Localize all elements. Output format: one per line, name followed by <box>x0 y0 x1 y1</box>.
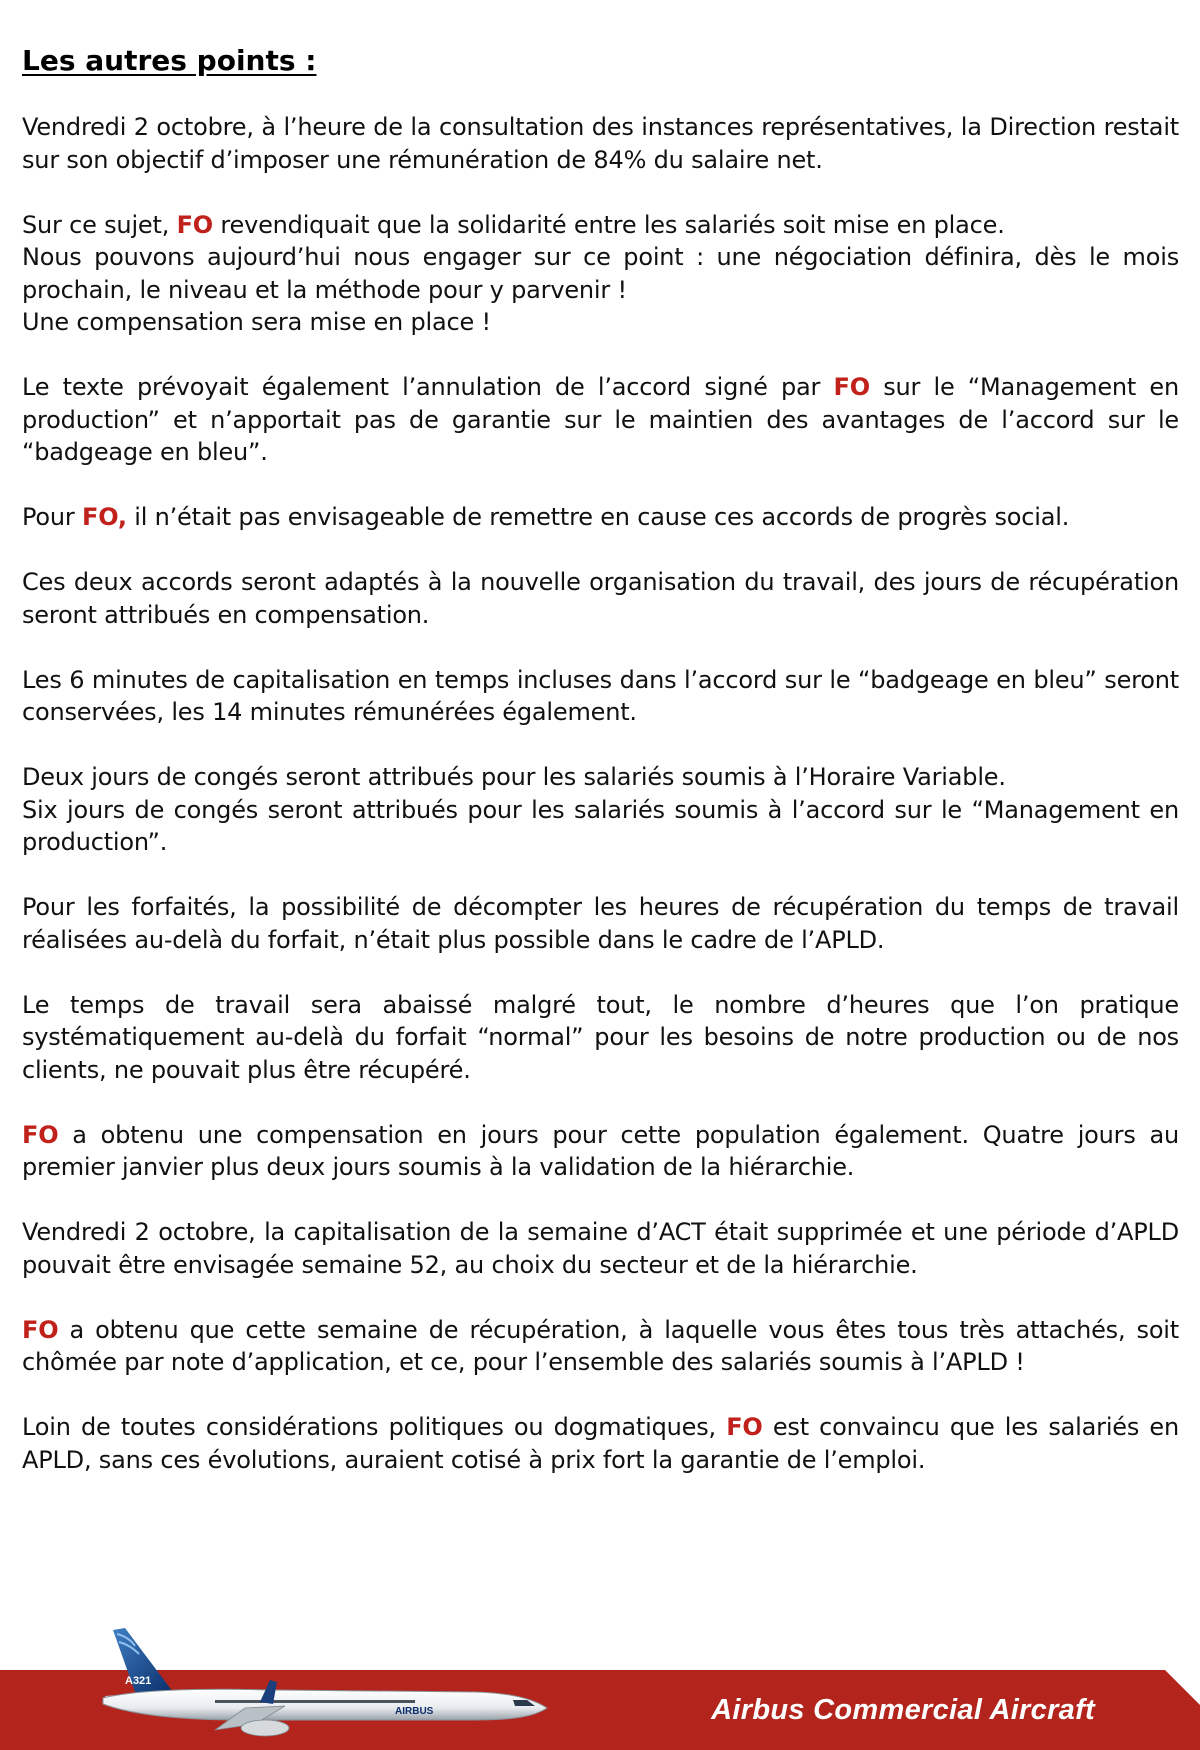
text-line <box>22 501 1179 534</box>
fo-union-mark: FO <box>176 210 213 239</box>
text-line <box>22 761 1179 794</box>
fo-union-mark: FO, <box>82 503 127 531</box>
text-line <box>22 306 1179 339</box>
fo-union-mark: FO <box>22 1120 59 1149</box>
fuselage-label: AIRBUS <box>395 1706 434 1717</box>
paragraph <box>22 1314 1179 1379</box>
text-segment: Le texte prévoyait également l’annulation de l’accord signé par <box>22 373 834 401</box>
section-heading: Les autres points : <box>22 44 317 77</box>
text-line <box>22 664 1179 729</box>
text-line <box>22 1119 1179 1184</box>
paragraph <box>22 989 1179 1087</box>
text-segment: Le temps de travail sera abaissé malgré tout, le nombre d’heures que l’on pratique systématiquement au-delà du forfait “normal” pour les besoins de notre production ou de nos clients, ne pouvait plus être récupéré. <box>22 990 1179 1084</box>
text-segment: Nous pouvons aujourd’hui nous engager sur ce point : une négociation définira, dès le mois prochain, le niveau et la méthode pour y parvenir ! <box>22 243 1179 304</box>
paragraph <box>22 1119 1179 1184</box>
text-line <box>22 209 1179 242</box>
text-segment: est convaincu que les salariés en APLD, sans ces évolutions, auraient cotisé à prix fort la garantie de l’emploi. <box>22 1413 1179 1474</box>
text-segment: Vendredi 2 octobre, la capitalisation de la semaine d’ACT était supprimée et une période d’APLD pouvait être envisagée semaine 52, au choix du secteur et de la hiérarchie. <box>22 1218 1179 1279</box>
footer-brand-text: Airbus Commercial Aircraft <box>711 1694 1095 1726</box>
text-segment: Les 6 minutes de capitalisation en temps incluses dans l’accord sur le “badgeage en bleu” seront conservées, les 14 minutes rémunérées également. <box>22 665 1179 726</box>
text-segment: Vendredi 2 octobre, à l’heure de la consultation des instances représentatives, la Direction restait sur son objectif d’imposer une rémunération de 84% du salaire net. <box>22 113 1179 174</box>
text-segment: Deux jours de congés seront attribués pour les salariés soumis à l’Horaire Variable. <box>22 763 1006 791</box>
fo-union-mark: FO <box>726 1413 763 1441</box>
paragraph <box>22 371 1179 469</box>
text-segment: Six jours de congés seront attribués pour les salariés soumis à l’accord sur le “Management en production”. <box>22 795 1179 856</box>
paragraph <box>22 1216 1179 1281</box>
airplane-icon <box>95 1620 555 1740</box>
text-segment: revendiquait que la solidarité entre les salariés soit mise en place. <box>212 210 1005 239</box>
text-line <box>22 794 1179 859</box>
paragraph <box>22 664 1179 729</box>
fo-union-mark: FO <box>22 1315 59 1344</box>
text-segment: a obtenu une compensation en jours pour cette population également. Quatre jours au premier janvier plus deux jours soumis à la validation de la hiérarchie. <box>22 1120 1179 1181</box>
text-line <box>22 1411 1179 1476</box>
text-line <box>22 371 1179 469</box>
text-segment: Loin de toutes considérations politiques ou dogmatiques, <box>22 1413 727 1441</box>
text-line <box>22 1216 1179 1281</box>
paragraph <box>22 761 1179 859</box>
paragraph <box>22 209 1179 339</box>
text-segment: Sur ce sujet, <box>22 210 177 239</box>
text-line <box>22 1314 1179 1379</box>
text-line <box>22 891 1179 956</box>
text-line <box>22 566 1179 631</box>
text-segment: sur le “Management en production” et n’apportait pas de garantie sur le maintien des avantages de l’accord sur le “badgeage en bleu”. <box>22 373 1180 466</box>
text-segment: Une compensation sera mise en place ! <box>22 308 491 336</box>
paragraph <box>22 566 1179 631</box>
text-segment: il n’était pas envisageable de remettre en cause ces accords de progrès social. <box>126 503 1070 531</box>
text-segment: Ces deux accords seront adaptés à la nouvelle organisation du travail, des jours de récupération seront attribués en compensation. <box>22 568 1179 629</box>
tail-label: A321 <box>125 1675 152 1687</box>
text-line <box>22 241 1179 306</box>
paragraph <box>22 111 1179 176</box>
paragraph <box>22 891 1179 956</box>
paragraph <box>22 501 1179 534</box>
text-line <box>22 111 1179 176</box>
text-line <box>22 989 1179 1087</box>
text-segment: Pour <box>22 503 83 531</box>
paragraph-list <box>22 111 1179 1476</box>
fo-union-mark: FO <box>833 373 870 401</box>
paragraph <box>22 1411 1179 1476</box>
document-body <box>22 44 1179 1509</box>
text-segment: Pour les forfaités, la possibilité de décompter les heures de récupération du temps de travail réalisées au-delà du forfait, n’était plus possible dans le cadre de l’APLD. <box>22 893 1179 954</box>
text-segment: a obtenu que cette semaine de récupération, à laquelle vous êtes tous très attachés, soit chômée par note d’application, et ce, pour l’ensemble des salariés soumis à l’APLD ! <box>22 1315 1179 1376</box>
